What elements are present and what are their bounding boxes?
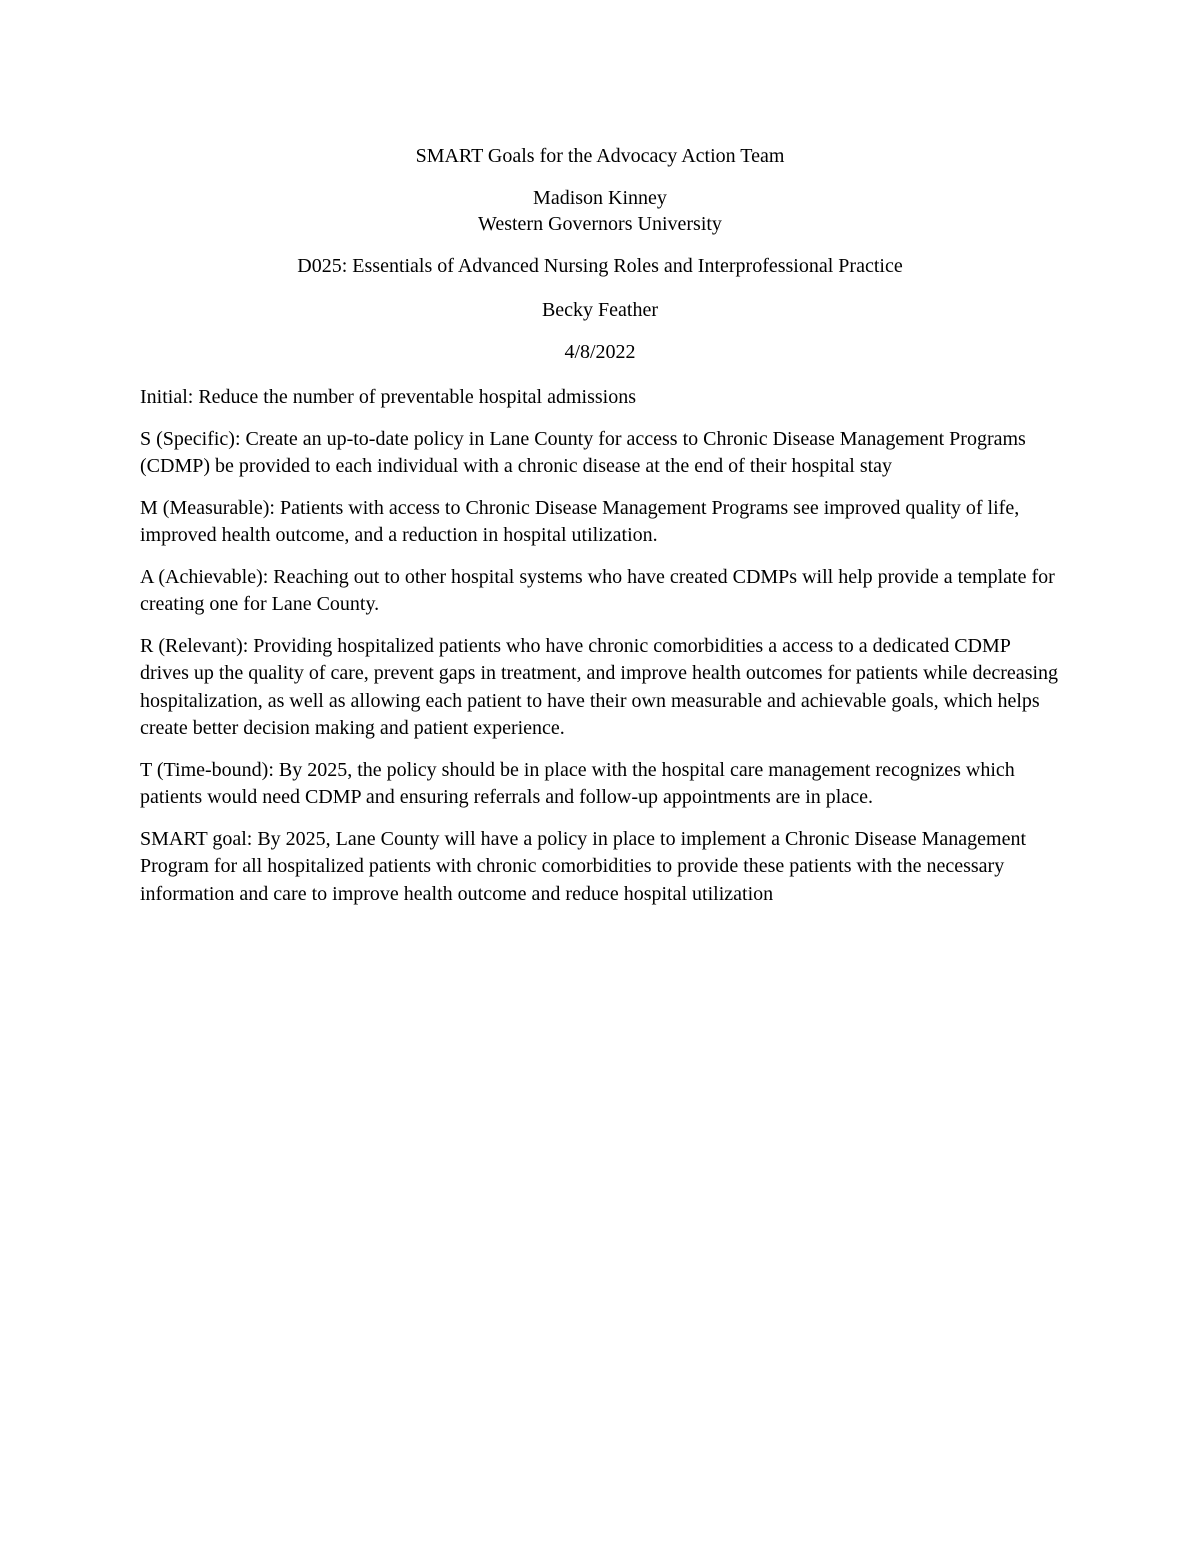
paragraph-achievable: A (Achievable): Reaching out to other hospital systems who have created CDMPs will help provide a template for creating one for Lane County. bbox=[140, 565, 1055, 615]
paragraph-smart-goal: SMART goal: By 2025, Lane County will have a policy in place to implement a Chronic Disease Management Program for all hospitalized patients with chronic comorbidities to provide these patients with the necessary information and care to improve health outcome and reduce hospital utilization bbox=[140, 827, 1027, 905]
title-block bbox=[140, 143, 1060, 365]
paragraph-initial: Initial: Reduce the number of preventable hospital admissions bbox=[140, 386, 636, 408]
document-date: 4/8/2022 bbox=[564, 341, 636, 363]
author-name: Madison Kinney bbox=[533, 187, 667, 209]
paragraph-specific: S (Specific): Create an up-to-date policy in Lane County for access to Chronic Disease Management Programs (CDMP) be provided to each individual with a chronic disease at the end of their hospital stay bbox=[140, 427, 1026, 477]
paragraph-time-bound: T (Time-bound): By 2025, the policy should be in place with the hospital care management recognizes which patients would need CDMP and ensuring referrals and follow-up appointments are in place. bbox=[140, 758, 1015, 808]
university-name: Western Governors University bbox=[478, 213, 722, 235]
instructor-name: Becky Feather bbox=[541, 299, 659, 321]
paragraph-measurable: M (Measurable): Patients with access to Chronic Disease Management Programs see improved quality of life, improved health outcome, and a reduction in hospital utilization. bbox=[140, 496, 1020, 546]
document-body bbox=[140, 384, 1060, 922]
paragraph-relevant: R (Relevant): Providing hospitalized patients who have chronic comorbidities a access to a dedicated CDMP drives up the quality of care, prevent gaps in treatment, and improve health outcomes for patients while decreasing hospitalization, as well as allowing each patient to have their own measurable and achievable goals, which helps create better decision making and patient experience. bbox=[140, 634, 1059, 739]
document-title: SMART Goals for the Advocacy Action Team bbox=[415, 145, 785, 167]
course-title: D025: Essentials of Advanced Nursing Roles and Interprofessional Practice bbox=[297, 255, 903, 277]
